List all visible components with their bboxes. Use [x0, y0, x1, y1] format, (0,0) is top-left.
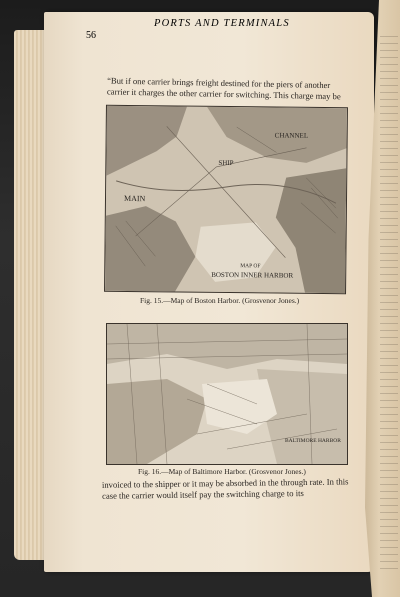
map-label-channel: CHANNEL: [274, 131, 309, 140]
page-edges: [14, 30, 48, 560]
boston-harbor-map: [104, 105, 348, 295]
boston-map-drawing: [105, 106, 347, 294]
top-paragraph: “But if one carrier brings freight destined for the piers of another carrier it charges the other carrier for switching. This charge may be: [106, 75, 341, 102]
running-title: PORTS AND TERMINALS: [154, 18, 290, 29]
figure-15-caption: Fig. 15.—Map of Boston Harbor. (Grosvenor Jones.): [140, 296, 300, 305]
map-title-line1: MAP OF: [240, 263, 261, 270]
map-label-main: MAIN: [123, 193, 146, 204]
map-title-line2: BOSTON INNER HARBOR: [211, 270, 294, 280]
bottom-paragraph: invoiced to the shipper or it may be absorbed in the through rate. In this case the carrier would itself pay the switching charge to its: [101, 476, 349, 501]
map-label-ship: SHIP: [218, 158, 234, 168]
page-number: 56: [86, 30, 96, 41]
facing-page-text-lines: [380, 30, 398, 570]
map-title-baltimore: BALTIMORE HARBOR: [285, 438, 341, 444]
baltimore-harbor-map: [106, 323, 348, 465]
figure-16-caption: Fig. 16.—Map of Baltimore Harbor. (Grosvenor Jones.): [138, 467, 306, 476]
baltimore-map-drawing: [107, 324, 347, 464]
